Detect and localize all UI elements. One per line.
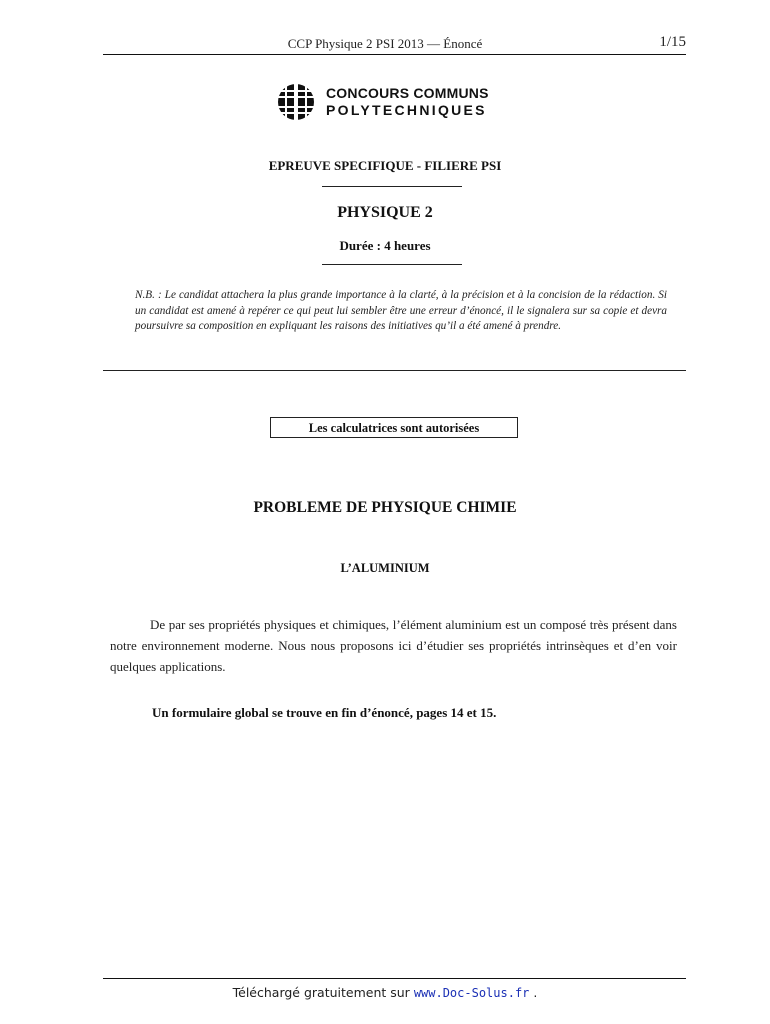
- footer-suffix: .: [533, 985, 538, 1000]
- subtitle-divider: [322, 186, 462, 187]
- running-header: CCP Physique 2 PSI 2013 — Énoncé: [287, 36, 483, 51]
- ccp-logo: [276, 82, 506, 122]
- footer-prefix: Téléchargé gratuitement sur: [232, 985, 410, 1000]
- nb-notice: N.B. : Le candidat attachera la plus grande importance à la clarté, à la précision et à la concision de la rédaction. Si un candidat est amené à repérer ce qui peut lui sembler être une erreur d’énoncé, il le signalera sur sa copie et devra poursuivre sa composition en expliquant les raisons des initiatives qu’il a été amené à prendre.: [135, 289, 667, 332]
- page-number: 1/15: [659, 34, 686, 50]
- exam-duration: Durée : 4 heures: [339, 238, 431, 253]
- globe-grid-icon: [276, 82, 316, 122]
- logo-text-line2: POLYTECHNIQUES: [326, 102, 487, 118]
- problem-title: PROBLEME DE PHYSIQUE CHIMIE: [253, 499, 517, 516]
- section-title: L’ALUMINIUM: [340, 561, 430, 575]
- footer: [0, 985, 770, 1000]
- duration-divider: [322, 264, 462, 265]
- intro-paragraph: De par ses propriétés physiques et chimiques, l’élément aluminium est un composé très présent dans notre environnement moderne. Nous nous proposons ici d’étudier ses propriétés intrinsèques et d’en voir quelques applications.: [110, 617, 677, 674]
- formulaire-note: Un formulaire global se trouve en fin d’énoncé, pages 14 et 15.: [152, 705, 497, 720]
- doc-solus-link[interactable]: www.Doc-Solus.fr: [413, 986, 530, 1000]
- exam-title: PHYSIQUE 2: [337, 204, 433, 221]
- calculator-notice: Les calculatrices sont autorisées: [270, 417, 518, 438]
- exam-subtitle: EPREUVE SPECIFIQUE - FILIERE PSI: [268, 158, 502, 173]
- logo-text-line1: CONCOURS COMMUNS: [326, 85, 489, 101]
- footer-divider: [103, 978, 686, 979]
- section-divider: [103, 370, 686, 371]
- header-divider: [103, 54, 686, 55]
